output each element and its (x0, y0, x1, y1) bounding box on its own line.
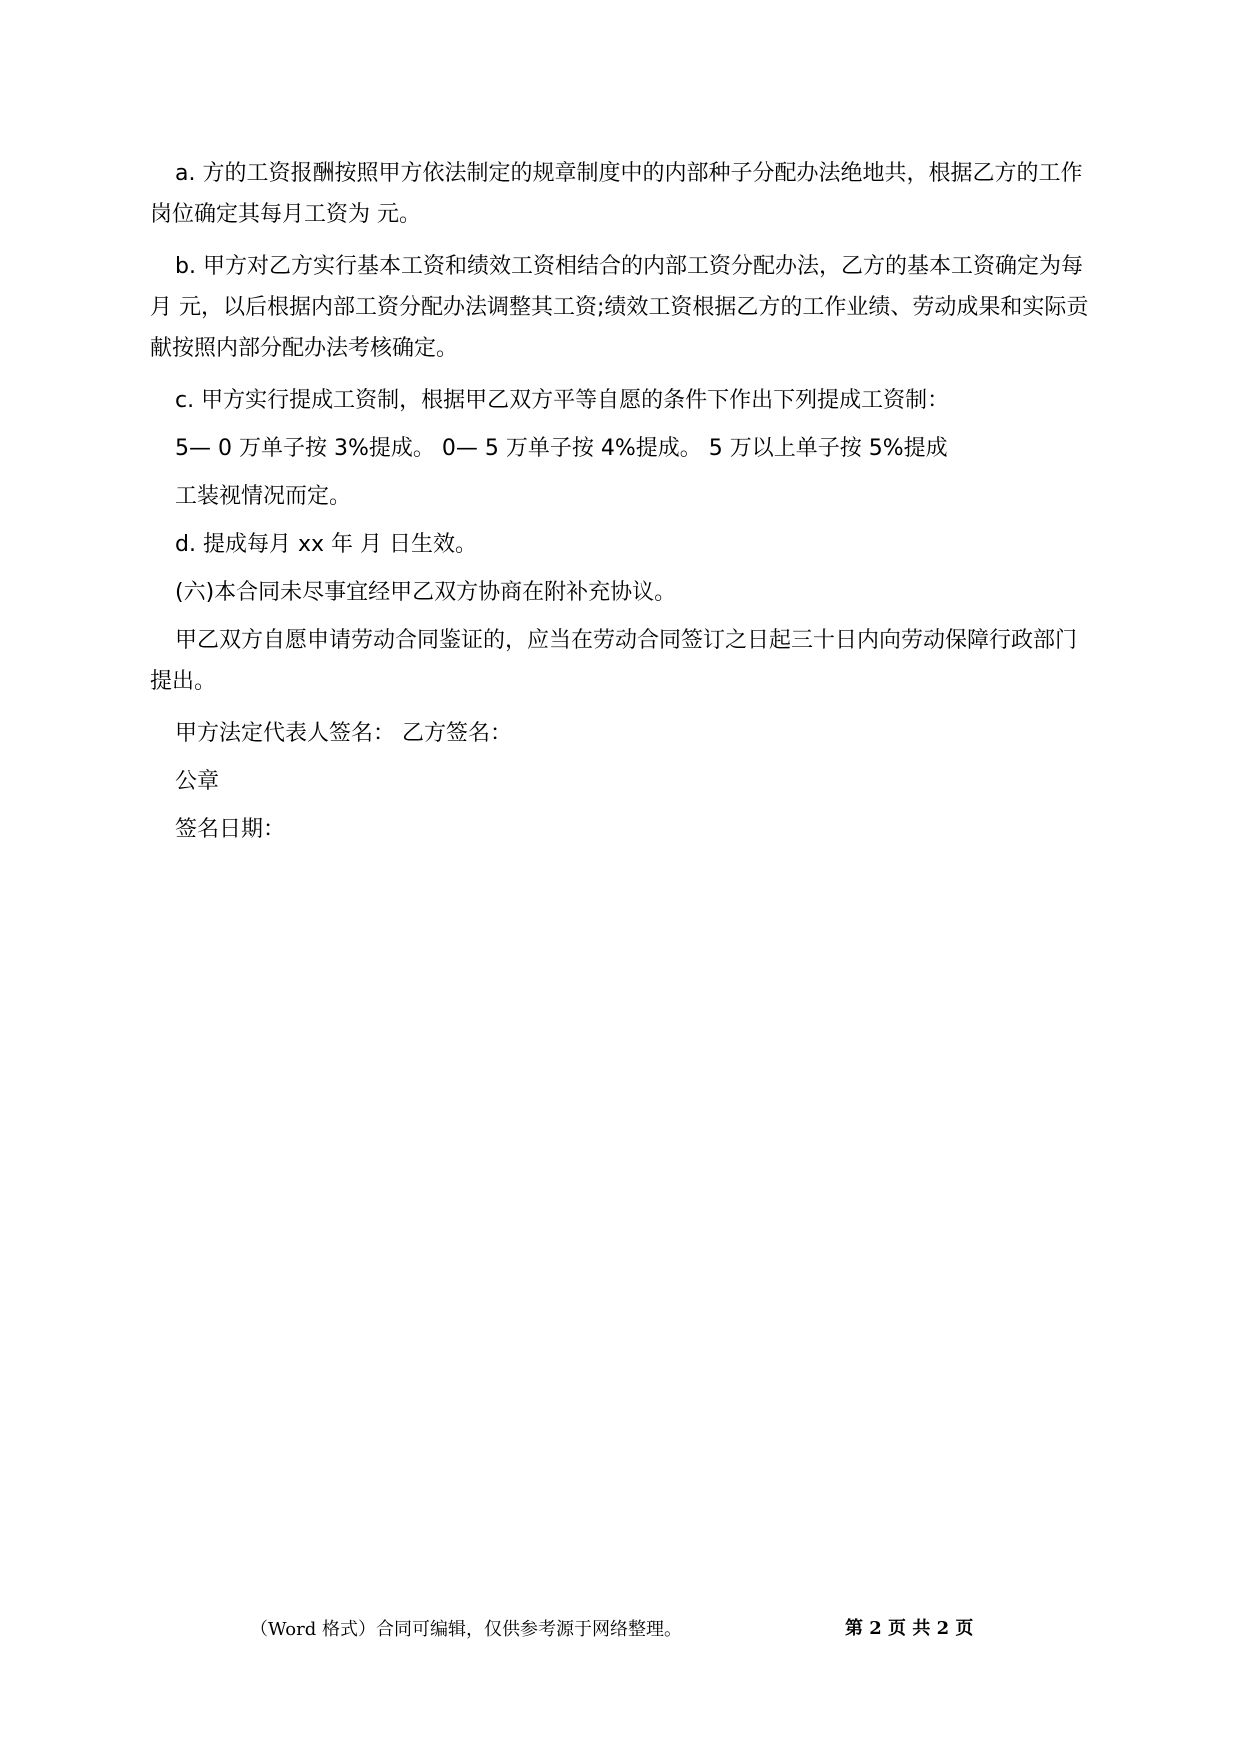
official-seal-label: 公章 (175, 769, 220, 794)
clause-b: b. 甲方对乙方实行基本工资和绩效工资相结合的内部工资分配办法，乙方的基本工资确定为每月 元，以后根据内部工资分配办法调整其工资;绩效工资根据乙方的工作业绩、劳动成果和实际贡献按照内部分配办法考核确定。 (150, 254, 1089, 361)
clause-six: (六)本合同未尽事宜经甲乙双方协商在附补充协议。 (175, 580, 677, 605)
document-body (150, 153, 1094, 857)
signature-date-label: 签名日期： (175, 817, 286, 842)
page-number: 第 2 页 共 2 页 (845, 1618, 974, 1639)
footer-note: （Word 格式）合同可编辑，仅供参考源于网络整理。 (250, 1619, 682, 1640)
uniform-note: 工装视情况而定。 (175, 484, 352, 509)
clause-d: d. 提成每月 xx 年 月 日生效。 (175, 532, 477, 557)
appraisal-paragraph: 甲乙双方自愿申请劳动合同鉴证的，应当在劳动合同签订之日起三十日内向劳动保障行政部门提出。 (150, 628, 1078, 694)
commission-rates: 5— 0 万单子按 3%提成。 0— 5 万单子按 4%提成。 5 万以上单子按 5%提成 (175, 436, 948, 461)
clause-c: c. 甲方实行提成工资制，根据甲乙双方平等自愿的条件下作出下列提成工资制： (175, 388, 950, 413)
clause-a: a. 方的工资报酬按照甲方依法制定的规章制度中的内部种子分配办法绝地共，根据乙方的工作岗位确定其每月工资为 元。 (150, 161, 1083, 227)
signature-line: 甲方法定代表人签名： 乙方签名： (175, 721, 512, 746)
